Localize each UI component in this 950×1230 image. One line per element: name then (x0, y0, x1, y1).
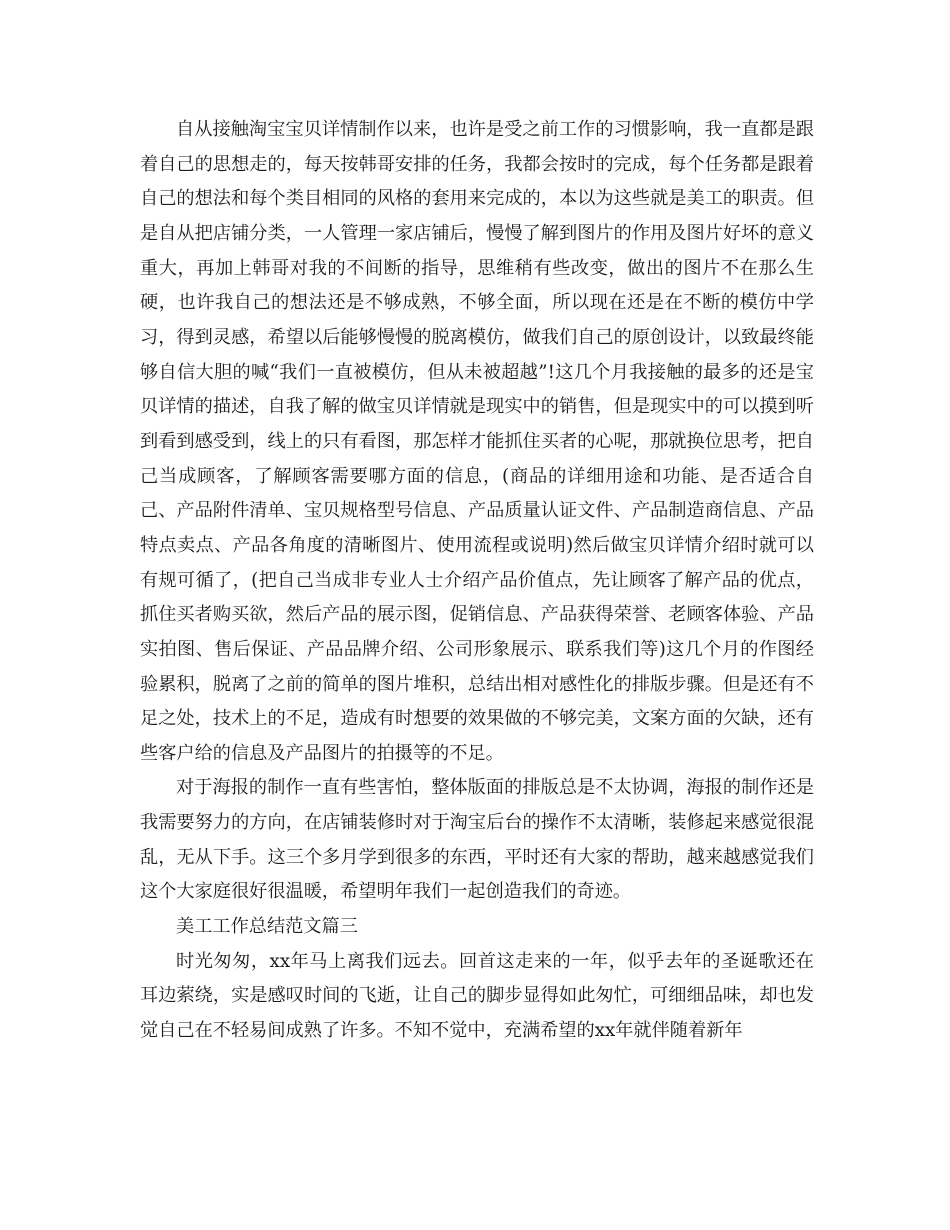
section-heading: 美工工作总结范文篇三 (176, 916, 358, 938)
document-body (140, 113, 814, 1049)
paragraph-poster-making: 对于海报的制作一直有些害怕，整体版面的排版总是不太协调，海报的制作还是我需要努力的方向，在店铺装修时对于淘宝后台的操作不太清晰，装修起来感觉很混乱，无从下手。这三个多月学到很多的东西，平时还有大家的帮助，越来越感觉我们这个大家庭很好很温暖，希望明年我们一起创造我们的奇迹。 (140, 777, 814, 903)
paragraph-time-passes: 时光匆匆，xx年马上离我们远去。回首这走来的一年，似乎去年的圣诞歌还在耳边萦绕，实是感叹时间的飞逝，让自己的脚步显得如此匆忙，可细细品味，却也发觉自己在不轻易间成熟了许多。不知不觉中，充满希望的xx年就伴随着新年 (140, 950, 814, 1042)
paragraph-designer-experience: 自从接触淘宝宝贝详情制作以来，也许是受之前工作的习惯影响，我一直都是跟着自己的思想走的，每天按韩哥安排的任务，我都会按时的完成，每个任务都是跟着自己的想法和每个类目相同的风格的套用来完成的，本以为这些就是美工的职责。但是自从把店铺分类，一人管理一家店铺后，慢慢了解到图片的作用及图片好坏的意义重大，再加上韩哥对我的不间断的指导，思维稍有些改变，做出的图片不在那么生硬，也许我自己的想法还是不够成熟，不够全面，所以现在还是在不断的模仿中学习，得到灵感，希望以后能够慢慢的脱离模仿，做我们自己的原创设计，以致最终能够自信大胆的喊“我们一直被模仿，但从未被超越”!这几个月我接触的最多的还是宝贝详情的描述，自我了解的做宝贝详情就是现实中的销售，但是现实中的可以摸到听到看到感受到，线上的只有看图，那怎样才能抓住买者的心呢，那就换位思考，把自己当成顾客，了解顾客需要哪方面的信息，(商品的详细用途和功能、是否适合自己、产品附件清单、宝贝规格型号信息、产品质量认证文件、产品制造商信息、产品特点卖点、产品各角度的清晰图片、使用流程或说明)然后做宝贝详情介绍时就可以有规可循了，(把自己当成非专业人士介绍产品价值点，先让顾客了解产品的优点，抓住买者购买欲，然后产品的展示图，促销信息、产品获得荣誉、老顾客体验、产品实拍图、售后保证、产品品牌介绍、公司形象展示、联系我们等)这几个月的作图经验累积，脱离了之前的简单的图片堆积，总结出相对感性化的排版步骤。但是还有不足之处，技术上的不足，造成有时想要的效果做的不够完美，文案方面的欠缺，还有些客户给的信息及产品图片的拍摄等的不足。 (140, 119, 814, 764)
